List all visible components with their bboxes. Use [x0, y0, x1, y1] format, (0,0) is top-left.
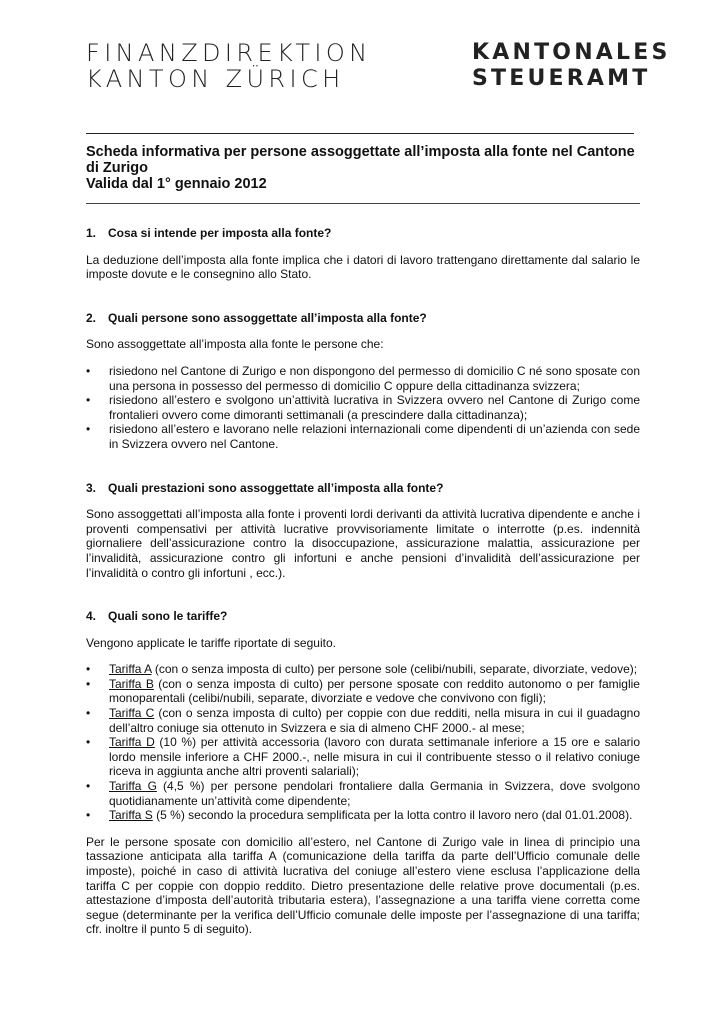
list-item	[86, 364, 640, 393]
section-paragraph: La deduzione dell’imposta alla fonte implica che i datori di lavoro trattengano direttamente dal salario le imposte dovute e le consegnino allo Stato.	[86, 252, 640, 282]
section-number: 3.	[86, 480, 97, 495]
header-divider	[86, 133, 634, 134]
section-heading	[86, 481, 640, 496]
bullet-icon: •	[86, 706, 91, 721]
tariff-name: Tariffa G	[109, 779, 157, 794]
tariff-list	[86, 662, 640, 823]
tariff-item	[86, 706, 640, 735]
section-heading	[86, 311, 640, 326]
tariff-item	[86, 808, 640, 823]
list-item-text: risiedono all’estero e svolgono un’attività lucrativa in Svizzera ovvero nel Cantone di Zurigo come frontalieri ovvero come dimoranti settimanali (a prescindere dalla cittadinanza);	[109, 393, 640, 422]
bullet-icon: •	[86, 363, 91, 378]
tariff-description: (con o senza imposta di culto) per persone sposate con reddito autonomo o per famiglie monoparentali (celibi/nubili, separate, divorziate e vedove che convivono con figli);	[109, 676, 640, 706]
logo-left-line2: KANTON ZÜRICH	[86, 65, 345, 93]
tariff-item	[86, 779, 640, 808]
title-validity: Valida dal 1° gennaio 2012	[86, 176, 267, 192]
tariff-name: Tariffa D	[109, 735, 155, 750]
finance-directorate-logo	[86, 40, 372, 92]
tariff-name: Tariffa A	[109, 662, 152, 677]
section-closing-paragraph: Per le persone sposate con domicilio all’estero, nel Cantone di Zurigo vale in linea di principio una tassazione anticipata alla tariffa A (comunicazione della tariffa da parte dell’Ufficio comunale delle imposte), poiché in caso di attività lucrativa del coniuge all’estero viene esclusa l’applicazione della tariffa C per coppie con doppio reddito. Dietro presentazione delle relative prove documentali (p.es. attestazione d’imposta dell’autorità tributaria estera), l’assegnazione a una tariffa viene corretta come segue (determinante per la verifica dell’Ufficio comunale delle imposte per l’assegnazione di una tariffa; cfr. inoltre il punto 5 di seguito).	[86, 834, 640, 937]
section-3	[86, 481, 640, 581]
logo-left-line1: FINANZDIREKTION	[86, 39, 372, 67]
list-item	[86, 422, 640, 451]
section-2	[86, 311, 640, 452]
tariff-name: Tariffa B	[109, 676, 154, 691]
bullet-list	[86, 364, 640, 452]
section-intro: Sono assoggettate all’imposta alla fonte le persone che:	[86, 337, 384, 352]
document-title	[86, 144, 646, 192]
section-heading	[86, 609, 640, 624]
tariff-description: (con o senza imposta di culto) per coppie con due redditi, nella misura in cui il guadagno dell’altro coniuge sia ottenuto in Svizzera e sia di almeno CHF 2000.- al mese;	[109, 706, 640, 735]
bullet-icon: •	[86, 735, 91, 750]
section-heading-text: Cosa si intende per imposta alla fonte?	[108, 226, 332, 240]
section-number: 1.	[86, 226, 97, 240]
section-1	[86, 226, 640, 282]
title-divider	[86, 203, 640, 204]
section-paragraph: Sono assoggettati all’imposta alla fonte i proventi lordi derivanti da attività lucrativa dipendente e anche i proventi compensativi per attività lucrative provvisoriamente limitate o interrotte (p.es. indennità giornaliere dell’assicurazione contro la disoccupazione, assicurazione malattia, assicurazione per l’invalidità, assicurazione contro gli infortuni e anche pensioni d’invalidità dell’assicurazione per l’invalidità o contro gli infortuni , ecc.).	[86, 507, 640, 580]
tariff-name: Tariffa C	[109, 706, 155, 721]
bullet-icon: •	[86, 422, 91, 437]
section-heading-text: Quali sono le tariffe?	[108, 609, 228, 624]
tariff-description: (con o senza imposta di culto) per persone sole (celibi/nubili, separate, divorziate, vedove);	[151, 662, 638, 677]
bullet-icon: •	[86, 676, 91, 691]
tariff-name: Tariffa S	[109, 808, 153, 823]
tariff-item	[86, 735, 640, 779]
tariff-description: (5 %) secondo la procedura semplificata per la lotta contro il lavoro nero (dal 01.01.2008).	[152, 808, 633, 823]
tariff-description: (10 %) per attività accessoria (lavoro con durata settimanale inferiore a 15 ore e salario lordo mensile inferiore a CHF 2000.-, nelle misura in cui il contribuente stesso o il relativo coniuge riceva in aggiunta anche altri proventi salariali);	[109, 735, 641, 779]
tax-office-logo	[472, 40, 671, 92]
tariff-description: (4,5 %) per persone pendolari frontaliere dalla Germania in Svizzera, dove svolgono quotidianamente un’attività come dipendente;	[109, 779, 640, 808]
section-heading-text: Quali prestazioni sono assoggettate all’imposta alla fonte?	[108, 480, 444, 495]
logo-right-line2: STEUERAMT	[472, 66, 651, 91]
bullet-icon: •	[86, 662, 91, 677]
list-item	[86, 393, 640, 422]
document-body	[86, 226, 640, 937]
section-number: 2.	[86, 310, 97, 325]
list-item-text: risiedono all’estero e lavorano nelle relazioni internazionali come dipendenti di un’azienda con sede in Svizzera ovvero nel Cantone.	[109, 422, 640, 451]
section-4	[86, 609, 640, 937]
title-line1: Scheda informativa per persone assoggettate all’imposta alla fonte nel Cantone di Zurigo	[86, 144, 635, 176]
section-intro: Vengono applicate le tariffe riportate di seguito.	[86, 635, 336, 650]
list-item-text: risiedono nel Cantone di Zurigo e non dispongono del permesso di domicilio C né sono sposate con una persona in possesso del permesso di domicilio C oppure della cittadinanza svizzera;	[109, 363, 640, 393]
section-heading-text: Quali persone sono assoggettate all’imposta alla fonte?	[108, 310, 427, 325]
logo-right-line1: KANTONALES	[472, 40, 671, 65]
section-heading	[86, 226, 640, 241]
tariff-item	[86, 677, 640, 706]
bullet-icon: •	[86, 779, 91, 794]
section-number: 4.	[86, 609, 97, 624]
bullet-icon: •	[86, 393, 91, 408]
bullet-icon: •	[86, 808, 91, 823]
tariff-item	[86, 662, 640, 677]
